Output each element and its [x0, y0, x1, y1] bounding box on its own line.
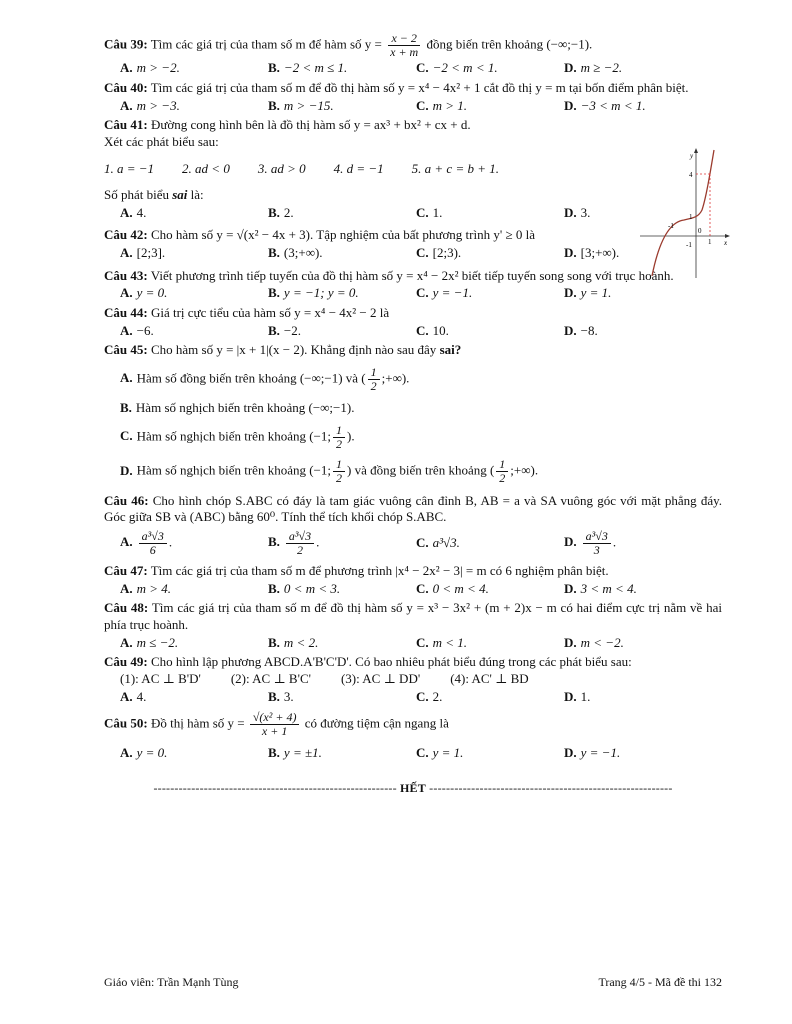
function-curve	[652, 150, 714, 276]
page-number: Trang 4/5 - Mã đề thi 132	[598, 975, 722, 989]
option-a[interactable]: A. $\frac{\text{a³√3}}{6}$ .	[120, 528, 173, 557]
question-text: Tìm các giá trị của tham số m để phương trình |x⁴ − 2x² − 3| = m có 6 nghiệm phân biệt.	[150, 563, 609, 579]
option-b[interactable]: B. y = ±1.	[268, 744, 322, 760]
option-c[interactable]: C. −2 < m < 1.	[416, 60, 498, 76]
question-text: Cho hàm số y = √(x² − 4x + 3). Tập nghiệm của bất phương trình y' ≥ 0 là	[150, 227, 535, 243]
option-b[interactable]: B. 0 < m < 3.	[268, 580, 341, 596]
option-d[interactable]: D. m ≥ −2.	[564, 60, 623, 76]
answer-options	[104, 745, 722, 762]
option-c[interactable]: C. m > 1.	[416, 97, 468, 113]
answer-options	[104, 635, 722, 652]
option-b[interactable]: B. −2.	[268, 322, 302, 338]
fraction: $\frac{\text{a³√3}}{3}$	[583, 530, 611, 557]
question-39	[104, 32, 722, 77]
question-42	[104, 227, 722, 261]
option-b[interactable]: B. y = −1; y = 0.	[268, 285, 359, 301]
page-footer	[104, 975, 722, 990]
fraction: $\frac{\text{a³√3}}{2}$	[286, 530, 314, 557]
question-number: Câu 48:	[104, 600, 149, 616]
tick-label: 1	[708, 238, 712, 246]
option-c[interactable]: C. Hàm số nghịch biến trên khoảng (−1; $\frac{1}{2}$ ).	[120, 422, 355, 451]
question-text: Đồ thị hàm số y =	[150, 715, 245, 731]
option-a[interactable]: A. y = 0.	[120, 744, 168, 760]
option-c[interactable]: C. m < 1.	[416, 634, 468, 650]
y-axis-label: y	[690, 152, 694, 160]
question-number: Câu 47:	[104, 563, 148, 579]
origin-label: 0	[698, 227, 702, 235]
question-text-tail: có đường tiệm cận ngang là	[304, 715, 449, 731]
answer-options	[104, 530, 722, 557]
option-d[interactable]: D. y = −1.	[564, 744, 621, 760]
fraction: $\frac{1}{2}$	[333, 424, 345, 451]
question-45	[104, 342, 722, 485]
question-number: Câu 42:	[104, 227, 148, 243]
option-a[interactable]: A. m ≤ −2.	[120, 634, 179, 650]
question-40	[104, 80, 722, 114]
question-emphasis: sai?	[439, 342, 462, 358]
option-c[interactable]: C. 10.	[416, 322, 449, 338]
x-axis-arrow	[725, 234, 730, 238]
option-d[interactable]: D. 3 < m < 4.	[564, 580, 637, 596]
option-a[interactable]: A. y = 0.	[120, 285, 168, 301]
statement: (3): AC ⊥ DD'	[340, 670, 421, 686]
question-49	[104, 654, 722, 705]
answer-options	[104, 285, 722, 302]
question-number: Câu 43:	[104, 267, 148, 283]
fraction: $\frac{1}{2}$	[333, 458, 345, 485]
statement: 2. ad < 0	[182, 160, 230, 176]
option-d[interactable]: D. $\frac{\text{a³√3}}{3}$ .	[564, 528, 617, 557]
option-c[interactable]: C. y = 1.	[416, 744, 464, 760]
statement: (4): AC' ⊥ BD	[450, 670, 529, 686]
option-a[interactable]: A. m > 4.	[120, 580, 172, 596]
option-a[interactable]: A. m > −2.	[120, 60, 180, 76]
answer-options	[104, 245, 722, 262]
option-b[interactable]: B. $\frac{\text{a³√3}}{2}$ .	[268, 528, 320, 557]
question-43	[104, 268, 722, 302]
option-d[interactable]: D. m < −2.	[564, 634, 624, 650]
statement: 3. ad > 0	[257, 160, 306, 176]
option-b[interactable]: B. 3.	[268, 688, 294, 704]
option-c[interactable]: C. a³√3.	[416, 535, 460, 551]
option-b[interactable]: B. m < 2.	[268, 634, 319, 650]
answer-options	[104, 689, 722, 706]
answer-options	[104, 60, 722, 77]
question-number: Câu 39:	[104, 36, 148, 52]
option-d[interactable]: D. −3 < m < 1.	[564, 97, 646, 113]
question-text: Tìm các giá trị của tham số m để hàm số y =	[150, 36, 382, 52]
question-text-tail: đồng biến trên khoảng (−∞;−1).	[426, 36, 593, 52]
question-number: Câu 44:	[104, 304, 148, 320]
teacher-name: Giáo viên: Trần Mạnh Tùng	[104, 975, 239, 989]
question-subtext: Xét các phát biểu sau:	[104, 133, 219, 149]
option-b[interactable]: B. Hàm số nghịch biến trên khoảng (−∞;−1).	[120, 400, 355, 416]
statement: (2): AC ⊥ B'C'	[230, 670, 311, 686]
option-a[interactable]: A. Hàm số đồng biến trên khoảng (−∞;−1) và ( $\frac{1}{2}$ ;+∞).	[120, 364, 410, 393]
fraction: $\frac{1}{2}$	[368, 366, 380, 393]
option-b[interactable]: B. 2.	[268, 204, 294, 220]
cubic-function-graph	[638, 146, 732, 280]
answer-options	[104, 581, 722, 598]
question-text: Cho hình chóp S.ABC có đáy là tam giác vuông cân đỉnh B, AB = a và SA vuông góc với mặt phẳng đáy. Góc giữa SB và (ABC) bằng 60⁰. Tính thể tích khối chóp S.ABC.	[104, 492, 723, 525]
answer-options	[104, 323, 722, 340]
option-d[interactable]: D. [3;+∞).	[564, 245, 620, 260]
option-c[interactable]: C. 2.	[416, 688, 443, 704]
statement-list	[104, 161, 722, 178]
option-b[interactable]: B. −2 < m ≤ 1.	[268, 60, 348, 76]
question-text: Cho hình lập phương ABCD.A'B'C'D'. Có bao nhiêu phát biểu đúng trong các phát biểu sau:	[150, 654, 632, 670]
statement: 1. a = −1	[104, 160, 155, 176]
tick-label: 1	[689, 213, 693, 221]
option-a[interactable]: A. m > −3.	[120, 97, 180, 113]
question-text: Tìm các giá trị của tham số m để đồ thị hàm số y = x⁴ − 4x² + 1 cắt đồ thị y = m tại bốn điểm phân biệt.	[150, 80, 689, 95]
statement: 4. d = −1	[333, 160, 384, 176]
tick-label: 4	[689, 171, 693, 179]
end-divider: ---------------------------------------------------------- HẾT ----------------------------------------------------------	[153, 781, 673, 796]
question-number: Câu 45:	[104, 342, 148, 358]
question-prompt: Số phát biểu sai là:	[104, 187, 204, 203]
statement-list	[104, 671, 722, 688]
question-number: Câu 49:	[104, 654, 148, 670]
question-number: Câu 50:	[104, 715, 148, 731]
answer-options	[104, 98, 722, 115]
question-48	[104, 600, 722, 651]
question-46	[104, 493, 722, 558]
question-text: Đường cong hình bên là đồ thị hàm số y = ax³ + bx² + cx + d.	[150, 117, 471, 133]
y-axis-arrow	[694, 148, 698, 153]
answer-options	[104, 205, 722, 222]
tick-label: -1	[668, 222, 674, 230]
option-a[interactable]: A. 4.	[120, 204, 147, 220]
question-text: Giá trị cực tiểu của hàm số y = x⁴ − 4x² − 2 là	[150, 304, 390, 320]
question-44	[104, 305, 722, 339]
option-c[interactable]: C. y = −1.	[416, 285, 473, 301]
question-50	[104, 711, 722, 761]
option-d[interactable]: D. 3.	[564, 204, 591, 220]
question-text: Tìm các giá trị của tham số m để đồ thị hàm số y = x³ − 3x² + (m + 2)x − m có hai điểm cực trị nằm về hai phía trục hoành.	[104, 600, 723, 632]
fraction: $\frac{1}{2}$	[496, 458, 508, 485]
fraction: $\frac{\text{a³√3}}{6}$	[139, 530, 167, 557]
option-d[interactable]: D. 1.	[564, 688, 591, 704]
option-d[interactable]: D. Hàm số nghịch biến trên khoảng (−1; $\frac{1}{2}$ ) và đồng biến trên khoảng ( $\frac{1}{2}$ ;+∞).	[120, 457, 539, 486]
end-label: HẾT	[400, 781, 426, 796]
question-number: Câu 46:	[104, 492, 149, 508]
statement: (1): AC ⊥ B'D'	[120, 670, 201, 686]
question-41	[104, 117, 722, 221]
fraction: $\frac{\text{√(x² + 4)}}{x + 1}$	[250, 711, 300, 738]
question-47	[104, 563, 722, 597]
statement: 5. a + c = b + 1.	[411, 160, 499, 176]
x-axis-label: x	[724, 239, 728, 247]
question-number: Câu 40:	[104, 80, 148, 95]
question-number: Câu 41:	[104, 117, 148, 133]
option-a[interactable]: A. [2;3].	[120, 245, 166, 260]
fraction: $\frac{x - 2}{x + m}$	[390, 31, 419, 60]
option-a[interactable]: A. 4.	[120, 688, 147, 704]
question-text: Cho hàm số y = |x + 1|(x − 2). Khẳng định nào sau đây	[150, 342, 437, 358]
option-d[interactable]: D. −8.	[564, 322, 598, 338]
option-d[interactable]: D. y = 1.	[564, 285, 612, 301]
option-b[interactable]: B. (3;+∞).	[268, 245, 323, 260]
question-text: Viết phương trình tiếp tuyến của đồ thị hàm số y = x⁴ − 2x² biết tiếp tuyến song song với trục hoành.	[150, 267, 674, 283]
option-c[interactable]: C. [2;3).	[416, 245, 462, 260]
tick-label: -1	[686, 241, 692, 249]
option-c[interactable]: C. 0 < m < 4.	[416, 580, 489, 596]
option-b[interactable]: B. m > −15.	[268, 97, 334, 113]
option-c[interactable]: C. 1.	[416, 204, 443, 220]
answer-options	[104, 366, 722, 486]
option-a[interactable]: A. −6.	[120, 322, 154, 338]
